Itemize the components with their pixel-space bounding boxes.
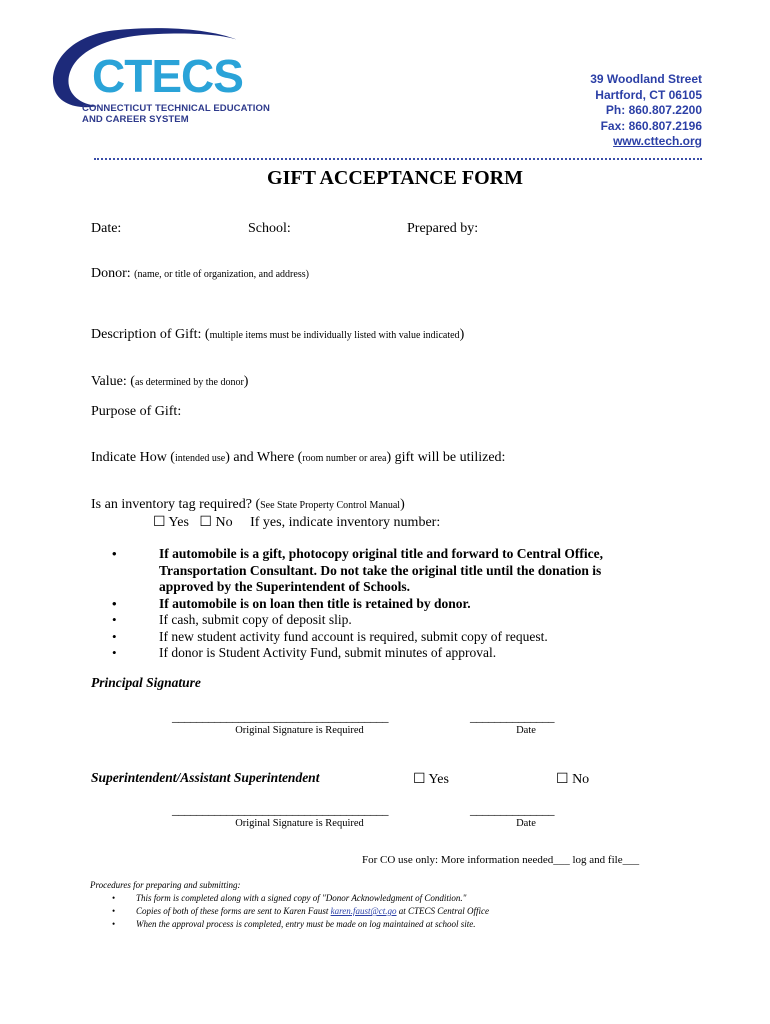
inventory-hint: See State Property Control Manual (260, 500, 401, 511)
inventory-no-label: No (215, 515, 233, 530)
page-title: GIFT ACCEPTANCE FORM (267, 167, 523, 189)
svg-text:CTECS: CTECS (92, 50, 243, 102)
how-where-text-1: Indicate How ( (91, 450, 175, 465)
procedures-heading: Procedures for preparing and submitting: (90, 880, 241, 890)
address-street: 39 Woodland Street (590, 72, 702, 86)
instructions-list (112, 546, 652, 662)
principal-date-caption: Date (516, 725, 536, 736)
superintendent-yes (413, 771, 449, 788)
how-hint: intended use (174, 453, 226, 464)
superintendent-no-label: No (572, 772, 590, 787)
list-item: • If automobile is on loan then title is retained by donor. (112, 596, 652, 613)
logo-subtitle (82, 103, 270, 125)
website-link[interactable]: www.cttech.org (613, 134, 702, 148)
where-hint: room number or area (302, 453, 387, 464)
principal-date-line[interactable]: ______________ (470, 709, 554, 724)
logo-subtitle-line2: AND CAREER SYSTEM (82, 114, 189, 125)
superintendent-yes-label: Yes (428, 772, 449, 787)
principal-signature-caption: Original Signature is Required (235, 725, 364, 736)
procedure-item2-suffix: at CTECS Central Office (396, 906, 490, 916)
description-hint: multiple items must be individually listed with value indicated (209, 330, 460, 341)
prepared-by-label: Prepared by: (407, 221, 479, 236)
list-item: • If donor is Student Activity Fund, submit minutes of approval. (112, 645, 652, 662)
address-phone: Ph: 860.807.2200 (605, 103, 702, 117)
inventory-no-checkbox[interactable]: ☐ (199, 515, 212, 530)
superintendent-no (556, 771, 589, 788)
donor-hint: (name, or title of organization, and address) (134, 269, 309, 280)
list-item: • This form is completed along with a signed copy of "Donor Acknowledgment of Condition." (90, 892, 489, 905)
procedures-section (90, 879, 489, 931)
donor-field (91, 266, 309, 282)
list-item: • If automobile is a gift, photocopy original title and forward to Central Office, Transportation Consultant. Do not take the original title until the donation is approved by the Superintendent of Schools. (112, 546, 652, 596)
how-where-text-2: ) and Where ( (225, 450, 303, 465)
superintendent-signature-caption: Original Signature is Required (235, 818, 364, 829)
email-link[interactable]: karen.faust@ct.go (330, 906, 397, 916)
description-label: Description of Gift: ( (91, 327, 210, 342)
address-fax: Fax: 860.807.2196 (600, 118, 702, 133)
school-label: School: (248, 221, 291, 236)
inventory-yes-checkbox[interactable]: ☐ (153, 515, 166, 530)
inventory-number-label: If yes, indicate inventory number: (250, 515, 441, 530)
inventory-close: ) (400, 497, 405, 512)
how-where-text-3: ) gift will be utilized: (386, 450, 506, 465)
list-item: • When the approval process is completed, entry must be made on log maintained at school site. (90, 918, 489, 931)
purpose-label: Purpose of Gift: (91, 404, 182, 419)
description-close: ) (459, 327, 465, 342)
superintendent-signature-line[interactable]: ____________________________________ (172, 802, 388, 817)
address-block (590, 72, 702, 150)
inventory-field (91, 497, 405, 513)
list-item: • If new student activity fund account is required, submit copy of request. (112, 629, 652, 646)
logo-subtitle-line1: CONNECTICUT TECHNICAL EDUCATION (82, 103, 270, 114)
principal-signature-line[interactable]: ____________________________________ (172, 709, 388, 724)
superintendent-date-line[interactable]: ______________ (470, 802, 554, 817)
header-divider (94, 158, 702, 160)
superintendent-no-checkbox[interactable]: ☐ (556, 772, 569, 787)
donor-label: Donor: (91, 266, 135, 281)
how-where-field (91, 450, 505, 466)
list-item: • If cash, submit copy of deposit slip. (112, 612, 652, 629)
value-label: Value: ( (91, 374, 135, 389)
value-field (91, 374, 248, 390)
date-label: Date: (91, 221, 122, 236)
address-city: Hartford, CT 06105 (595, 87, 702, 102)
superintendent-label: Superintendent/Assistant Superintendent (91, 770, 320, 785)
principal-signature-label: Principal Signature (91, 675, 201, 690)
co-use-only: For CO use only: More information needed___ log and file___ (362, 854, 640, 866)
value-hint: as determined by the donor (134, 377, 244, 388)
procedure-item2-text: Copies of both of these forms are sent to Karen Faust (136, 906, 331, 916)
superintendent-date-caption: Date (516, 818, 536, 829)
inventory-yes-label: Yes (168, 515, 189, 530)
list-item (90, 905, 489, 918)
inventory-label: Is an inventory tag required? ( (91, 497, 261, 512)
inventory-options (153, 514, 440, 531)
description-field (91, 327, 464, 343)
value-close: ) (243, 374, 249, 389)
superintendent-yes-checkbox[interactable]: ☐ (413, 772, 426, 787)
